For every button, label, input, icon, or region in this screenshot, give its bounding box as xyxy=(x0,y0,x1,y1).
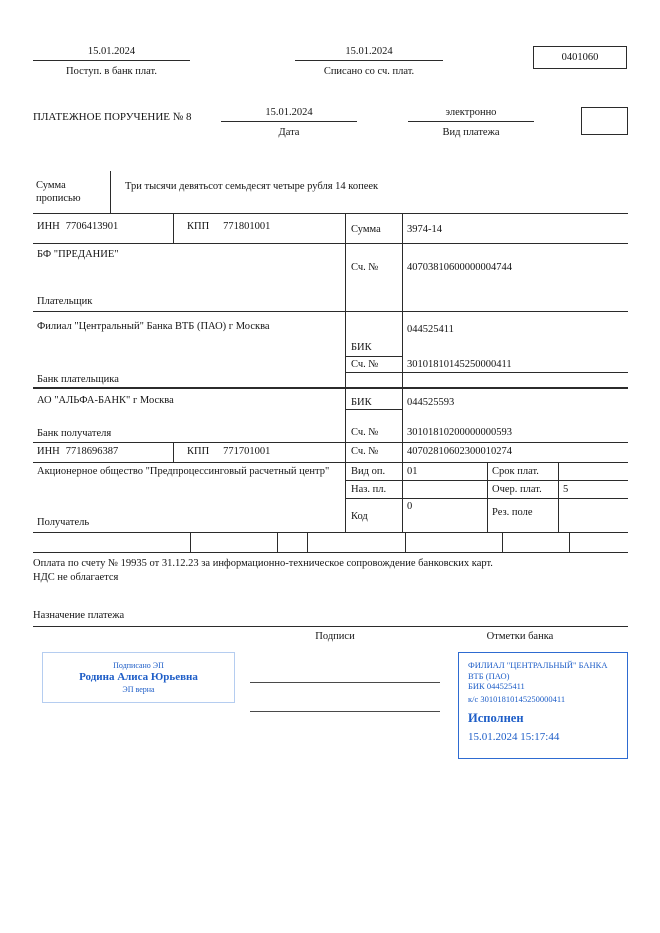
table-line xyxy=(190,532,191,552)
op-kind-label: Вид оп. xyxy=(351,466,386,477)
execution-datetime: 15.01.2024 15:17:44 xyxy=(468,731,560,744)
signature-line xyxy=(250,711,440,712)
form-code-box: 0401060 xyxy=(533,46,627,69)
payer-bank-section-label: Банк плательщика xyxy=(37,374,119,385)
amount-label: Сумма xyxy=(351,224,381,235)
table-line xyxy=(307,532,308,552)
table-line xyxy=(487,462,488,532)
op-kind-value: 01 xyxy=(407,466,418,477)
table-line xyxy=(33,442,628,443)
table-line xyxy=(33,243,628,244)
payment-kind: электронно xyxy=(408,107,534,122)
bank-marks-heading: Отметки банка xyxy=(486,631,554,642)
signature-line xyxy=(250,682,440,683)
table-line xyxy=(33,387,628,389)
payee-section-label: Получатель xyxy=(37,517,90,528)
table-line xyxy=(173,442,174,462)
bank-execution-stamp xyxy=(458,652,628,759)
received-date-label: Поступ. в банк плат. xyxy=(66,66,157,77)
purpose-line-2: НДС не облагается xyxy=(33,572,119,583)
table-line xyxy=(345,356,402,357)
reserve-field-label: Рез. поле xyxy=(492,507,533,518)
payment-kind-label: Вид платежа xyxy=(442,127,500,138)
table-line xyxy=(33,311,628,312)
debited-date: 15.01.2024 xyxy=(295,46,443,61)
table-line xyxy=(173,213,174,243)
code-value: 0 xyxy=(407,501,413,512)
table-line xyxy=(558,462,559,532)
table-line xyxy=(33,626,628,627)
payee-bank-account: 30101810200000000593 xyxy=(407,427,512,438)
amount-words-label: Сумма прописью xyxy=(36,180,81,204)
document-date: 15.01.2024 xyxy=(221,107,357,122)
table-line xyxy=(405,532,406,552)
table-line xyxy=(277,532,278,552)
amount-words-value: Три тысячи девятьсот семьдесят четыре рубля 14 копеек xyxy=(125,181,379,192)
payer-name: БФ "ПРЕДАНИЕ" xyxy=(37,249,119,260)
debited-date-label: Списано со сч. плат. xyxy=(323,66,415,77)
purpose-section-label: Назначение платежа xyxy=(33,610,125,621)
signer-name: Родина Алиса Юрьевна xyxy=(79,671,198,684)
payee-bank-section-label: Банк получателя xyxy=(37,428,112,439)
table-line xyxy=(502,532,503,552)
received-date: 15.01.2024 xyxy=(33,46,190,61)
table-line xyxy=(33,532,628,533)
payee-bank-bik-label: БИК xyxy=(351,397,372,408)
payer-section-label: Плательщик xyxy=(37,296,93,307)
execution-status: Исполнен xyxy=(468,711,524,725)
table-line xyxy=(345,409,402,410)
payer-bank-bik-label: БИК xyxy=(351,342,372,353)
table-line xyxy=(33,552,628,553)
bank-stamp-bik: БИК 044525411 xyxy=(468,681,525,691)
document-title: ПЛАТЕЖНОЕ ПОРУЧЕНИЕ № 8 xyxy=(33,111,192,123)
payee-bank-account-label: Сч. № xyxy=(351,427,379,438)
bank-stamp-line1: ФИЛИАЛ "ЦЕНТРАЛЬНЫЙ" БАНКА xyxy=(468,660,608,670)
bank-stamp-corr-account: к/с 30101810145250000411 xyxy=(468,693,566,704)
document-date-label: Дата xyxy=(278,127,300,138)
code-label: Код xyxy=(351,511,368,522)
purpose-line-1: Оплата по счету № 19935 от 31.12.23 за информационно-техническое сопровождение банковских карт. xyxy=(33,558,493,569)
signature-stamp-line1: Подписано ЭП xyxy=(113,660,164,670)
payer-inn: ИНН 7706413901 xyxy=(37,221,119,232)
payer-bank-name: Филиал "Центральный" Банка ВТБ (ПАО) г Москва xyxy=(37,321,270,332)
payee-inn: ИНН 7718696387 xyxy=(37,446,119,457)
table-line xyxy=(345,498,628,499)
payee-account-label: Сч. № xyxy=(351,446,379,457)
table-line xyxy=(110,171,111,213)
payer-kpp: КПП 771801001 xyxy=(187,221,271,232)
table-line xyxy=(569,532,570,552)
payee-bank-bik: 044525593 xyxy=(407,397,455,408)
pay-purpose-code-label: Наз. пл. xyxy=(351,484,387,495)
signature-stamp-line3: ЭП верна xyxy=(122,684,155,694)
priority-value: 5 xyxy=(563,484,569,495)
payer-bank-bik: 044525411 xyxy=(407,324,454,335)
amount-value: 3974-14 xyxy=(407,224,442,235)
payee-kpp: КПП 771701001 xyxy=(187,446,271,457)
signatures-heading: Подписи xyxy=(315,631,355,642)
pay-term-label: Срок плат. xyxy=(492,466,539,477)
payer-bank-account: 30101810145250000411 xyxy=(407,359,512,370)
payer-account-label: Сч. № xyxy=(351,262,379,273)
status-field-box xyxy=(581,107,628,135)
table-line xyxy=(33,213,628,214)
priority-label: Очер. плат. xyxy=(492,484,542,495)
table-line xyxy=(345,372,628,373)
electronic-signature-stamp xyxy=(42,652,235,703)
table-line xyxy=(33,462,628,463)
payee-name: Акционерное общество "Предпроцессинговый расчетный центр" xyxy=(37,466,330,477)
payer-account: 40703810600000004744 xyxy=(407,262,512,273)
payee-account: 40702810602300010274 xyxy=(407,446,512,457)
bank-stamp-line2: ВТБ (ПАО) xyxy=(468,670,510,681)
payee-bank-name: АО "АЛЬФА-БАНК" г Москва xyxy=(37,395,174,406)
payer-bank-account-label: Сч. № xyxy=(351,359,379,370)
table-line xyxy=(345,480,628,481)
